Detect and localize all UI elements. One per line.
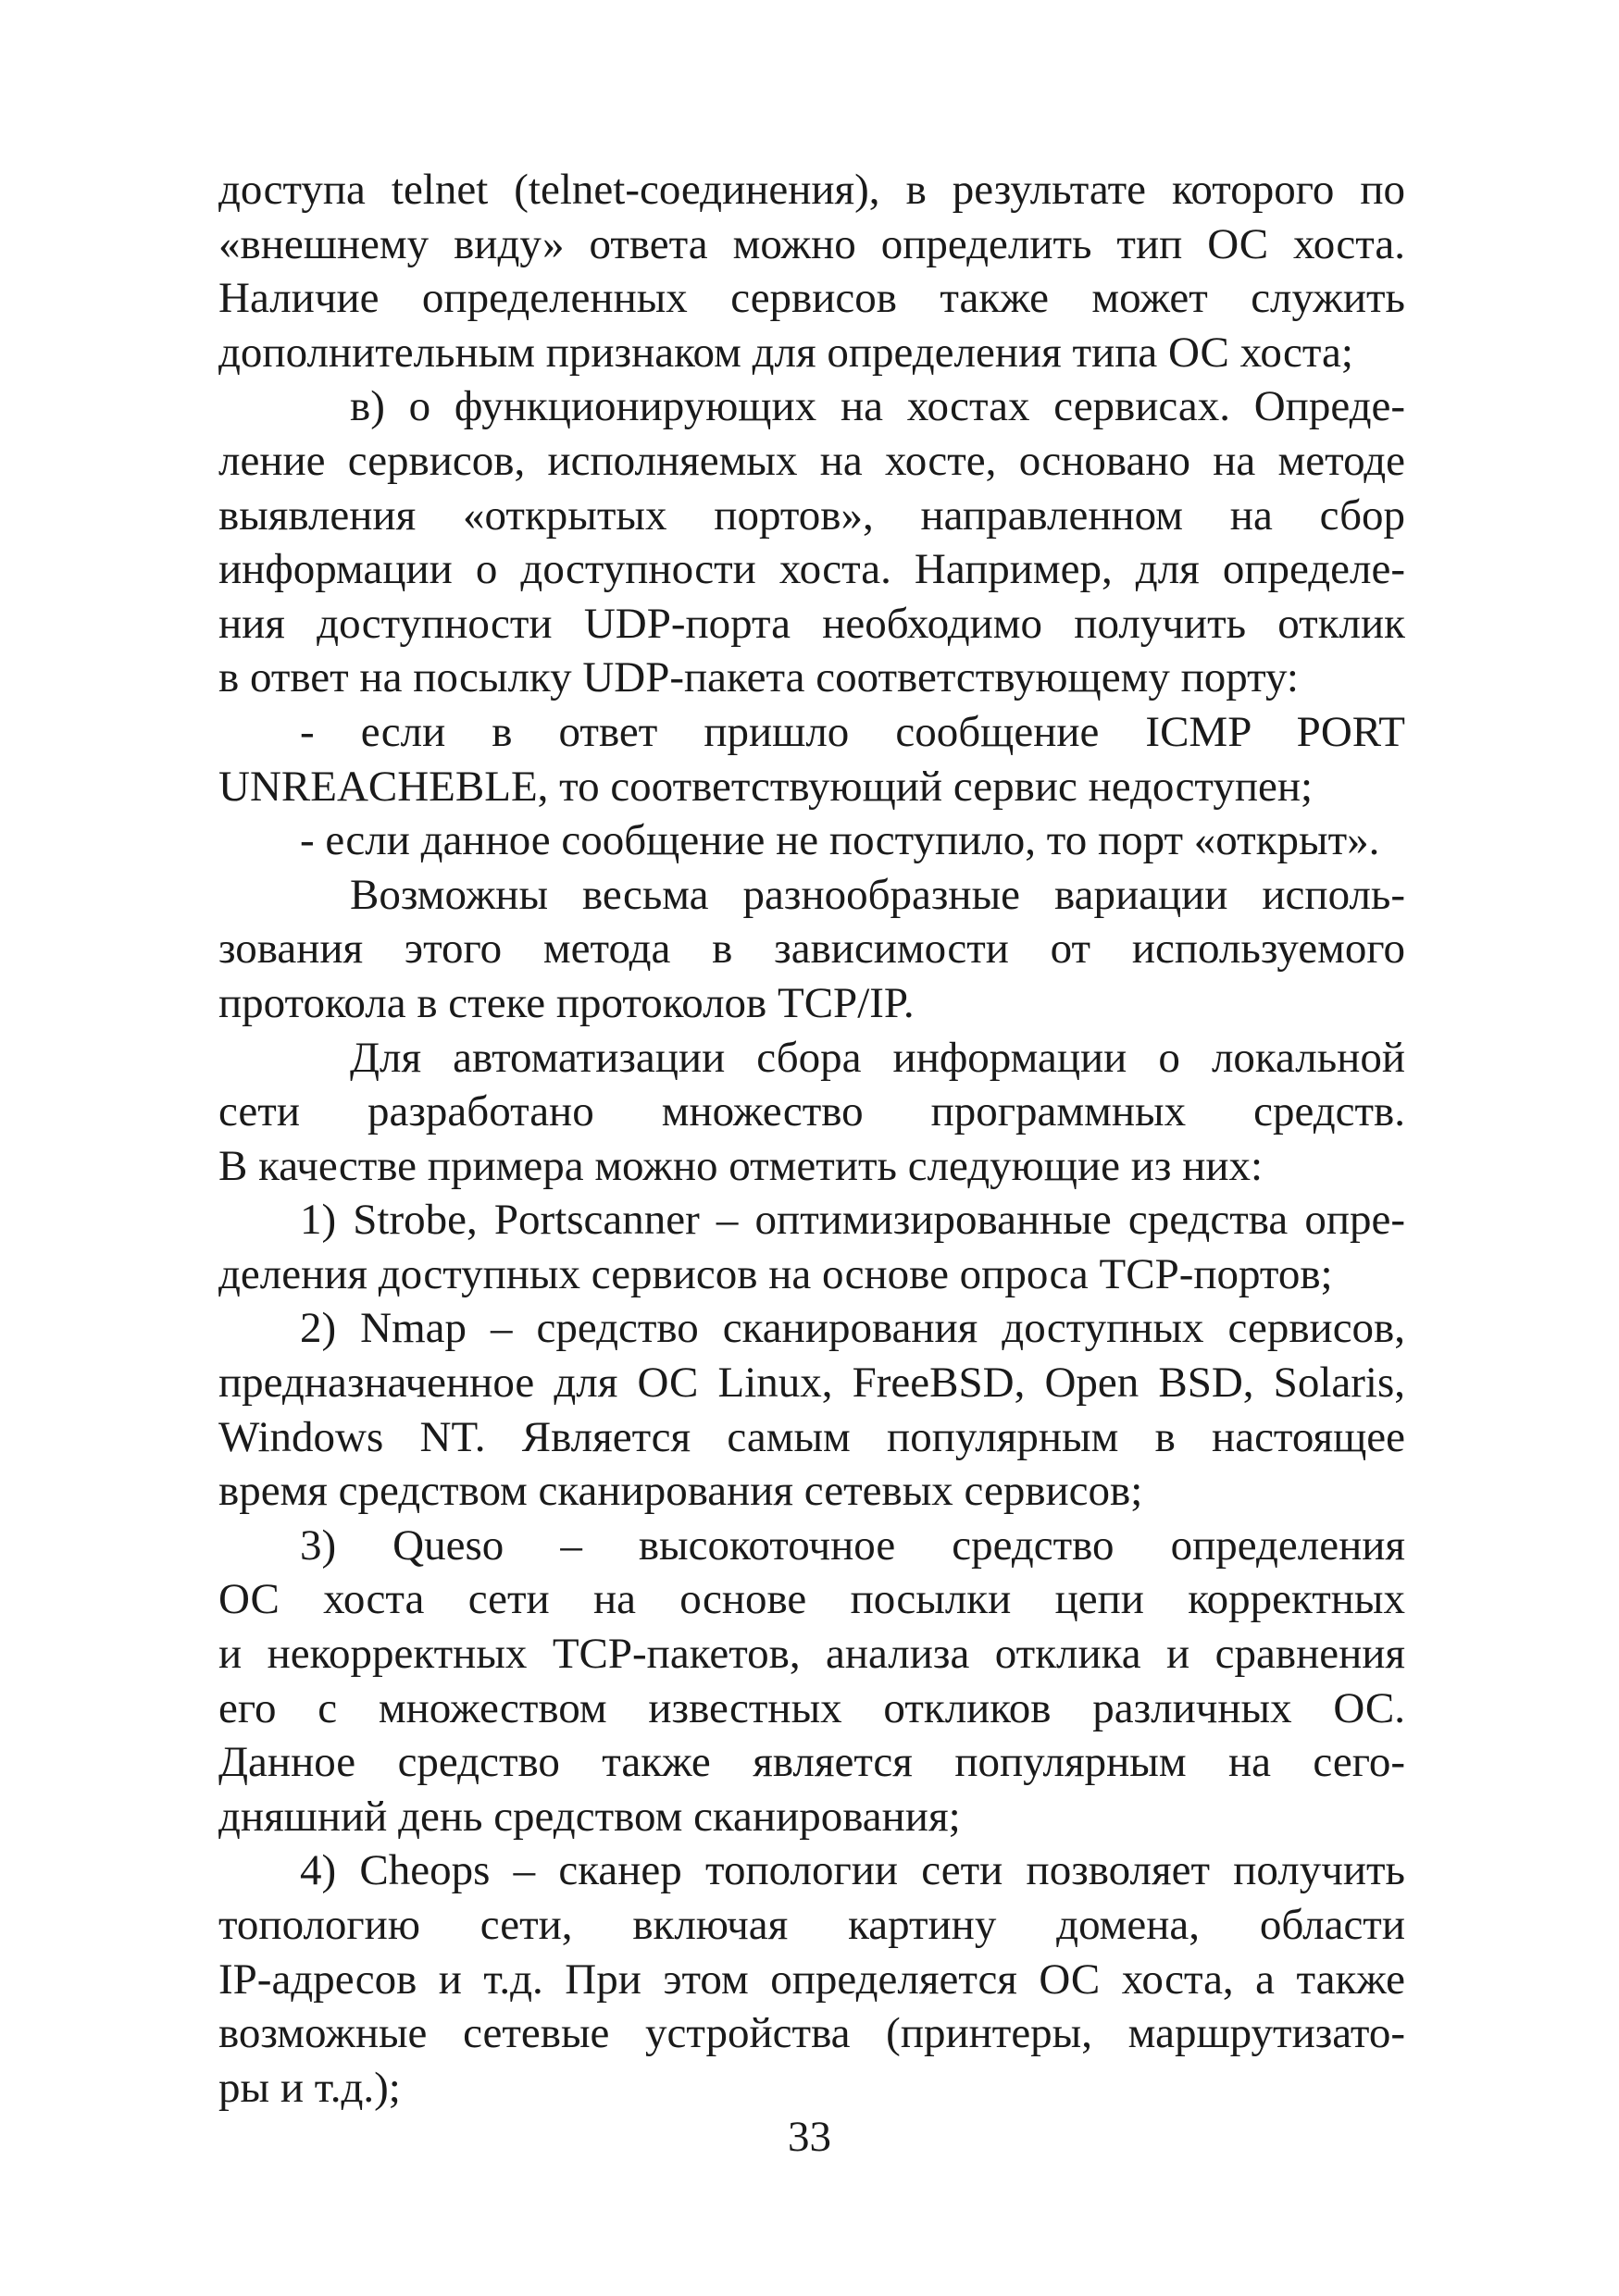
text-line: сети разработано множество программных средств. bbox=[218, 1087, 1405, 1136]
text-line: его с множеством известных откликов различных ОС. bbox=[218, 1683, 1405, 1732]
text-line: Возможны весьма разнообразные вариации исполь- bbox=[350, 870, 1405, 919]
text-line: 1) Strobe, Portscanner – оптимизированные средства опре- bbox=[300, 1196, 1405, 1245]
text-line: UNREACHEBLE, то соответствующий сервис недоступен; bbox=[218, 762, 1314, 811]
text-line: «внешнему виду» ответа можно определить тип ОС хоста. bbox=[218, 219, 1405, 268]
text-line: и некорректных TCP-пакетов, анализа отклика и сравнения bbox=[218, 1630, 1405, 1679]
text-line: Для автоматизации сбора информации о локальной bbox=[350, 1033, 1405, 1082]
text-line: Наличие определенных сервисов также может служить bbox=[218, 274, 1405, 323]
text-line: доступа telnet (telnet-соединения), в результате которого по bbox=[218, 166, 1405, 214]
text-line: 2) Nmap – средство сканирования доступных сервисов, bbox=[300, 1304, 1405, 1353]
text-line: топологию сети, включая картину домена, области bbox=[218, 1901, 1405, 1949]
text-line: в) о функционирующих на хостах сервисах. Опреде- bbox=[350, 382, 1405, 431]
text-line: ОС хоста сети на основе посылки цепи корректных bbox=[218, 1575, 1405, 1624]
text-line: Windows NT. Является самым популярным в настоящее bbox=[218, 1412, 1405, 1461]
text-line: Данное средство также является популярным на сего- bbox=[218, 1738, 1405, 1787]
text-line: ление сервисов, исполняемых на хосте, основано на методе bbox=[218, 436, 1405, 485]
text-line: - если данное сообщение не поступило, то порт «открыт». bbox=[300, 816, 1380, 865]
text-line: в ответ на посылку UDP-пакета соответствующему порту: bbox=[218, 653, 1299, 702]
text-line: В качестве примера можно отметить следующие из них: bbox=[218, 1141, 1264, 1190]
text-line: дняшний день средством сканирования; bbox=[218, 1792, 961, 1841]
text-line: информации о доступности хоста. Например, для определе- bbox=[218, 545, 1405, 594]
text-line: предназначенное для ОС Linux, FreeBSD, Open BSD, Solaris, bbox=[218, 1359, 1405, 1408]
text-line: деления доступных сервисов на основе опроса TCP-портов; bbox=[218, 1249, 1333, 1298]
text-line: возможные сетевые устройства (принтеры, маршрутизато- bbox=[218, 2009, 1405, 2058]
text-line: ния доступности UDP-порта необходимо получить отклик bbox=[218, 599, 1405, 648]
body-text bbox=[218, 163, 1405, 2115]
text-line: время средством сканирования сетевых сервисов; bbox=[218, 1467, 1143, 1516]
text-line: дополнительным признаком для определения типа ОС хоста; bbox=[218, 328, 1353, 377]
text-line: - если в ответ пришло сообщение ICMP PORT bbox=[300, 707, 1405, 756]
text-line: ры и т.д.); bbox=[218, 2063, 401, 2112]
text-line: протокола в стеке протоколов TCP/IP. bbox=[218, 978, 915, 1027]
page-number: 33 bbox=[788, 2113, 831, 2161]
text-line: 3) Queso – высокоточное средство определения bbox=[300, 1520, 1405, 1570]
text-line: выявления «открытых портов», направленном на сбор bbox=[218, 490, 1405, 540]
text-line: IP-адресов и т.д. При этом определяется ОС хоста, а также bbox=[218, 1955, 1405, 2004]
text-line: зования этого метода в зависимости от используемого bbox=[218, 925, 1405, 974]
text-line: 4) Cheops – сканер топологии сети позволяет получить bbox=[300, 1846, 1405, 1895]
